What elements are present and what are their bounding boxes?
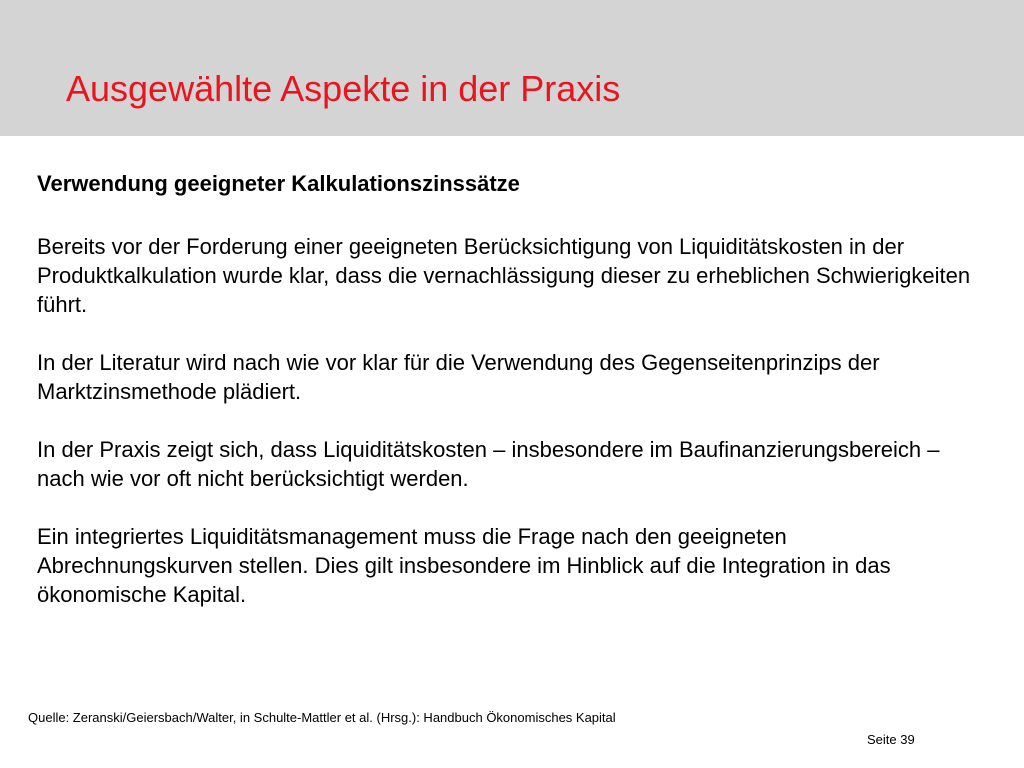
paragraph-1: Bereits vor der Forderung einer geeigneten Berücksichtigung von Liquiditätskosten in der Produktkalkulation wurde klar, dass die vernachlässigung dieser zu erheblichen Schwierigkeiten führt. bbox=[37, 234, 971, 317]
slide-title: Ausgewählte Aspekte in der Praxis bbox=[66, 68, 621, 109]
source-citation: Quelle: Zeranski/Geiersbach/Walter, in Schulte-Mattler et al. (Hrsg.): Handbuch Ökonomisches Kapital bbox=[28, 710, 616, 725]
slide-content bbox=[37, 166, 982, 609]
page-number: Seite 39 bbox=[867, 732, 915, 747]
paragraph-2: In der Literatur wird nach wie vor klar für die Verwendung des Gegenseitenprinzips der Marktzinsmethode plädiert. bbox=[37, 350, 880, 404]
section-subheading: Verwendung geeigneter Kalkulationszinssätze bbox=[37, 171, 520, 196]
header-band bbox=[0, 0, 1024, 136]
paragraph-3: In der Praxis zeigt sich, dass Liquiditätskosten – insbesondere im Baufinanzierungsbereich – nach wie vor oft nicht berücksichtigt werden. bbox=[37, 437, 940, 491]
paragraph-4: Ein integriertes Liquiditätsmanagement muss die Frage nach den geeigneten Abrechnungskurven stellen. Dies gilt insbesondere im Hinblick auf die Integration in das ökonomische Kapital. bbox=[37, 524, 891, 607]
